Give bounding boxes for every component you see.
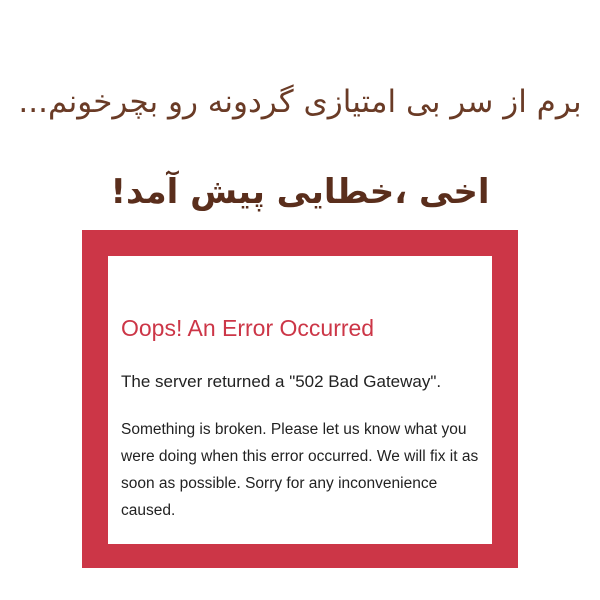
error-details: Something is broken. Please let us know what you were doing when this error occurred. We will fix it as soon as possible. Sorry for any inconvenience caused. (121, 421, 479, 519)
error-frame (82, 230, 518, 568)
error-panel (108, 256, 492, 544)
error-message: The server returned a "502 Bad Gateway". (121, 372, 442, 391)
error-heading: Oops! An Error Occurred (121, 315, 375, 341)
spin-wheel-message: برم از سر بی امتیازی گردونه رو بچرخونم... (18, 84, 582, 120)
page-title: اخی ،خطایی پیش آمد! (110, 172, 490, 212)
